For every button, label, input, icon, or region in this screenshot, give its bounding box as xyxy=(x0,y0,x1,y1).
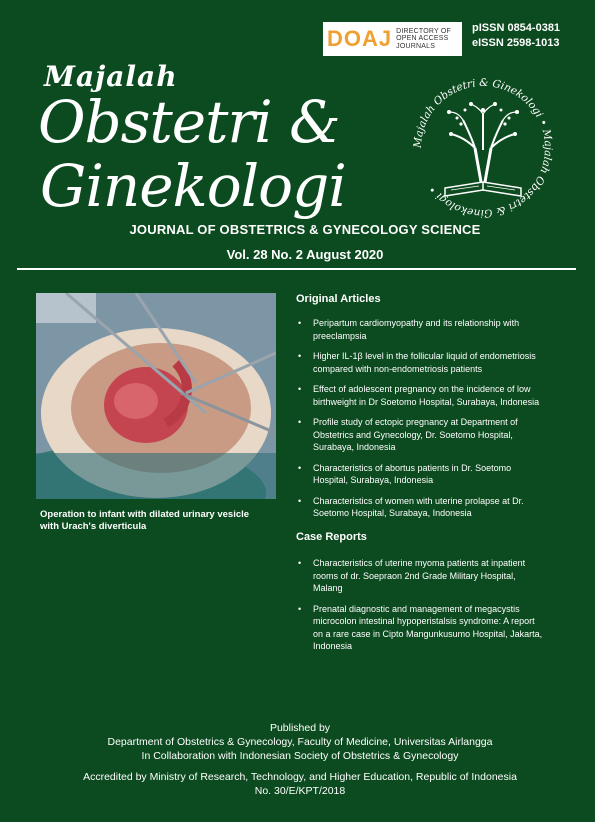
list-item: • Characteristics of uterine myoma patients at inpatient rooms of dr. Soepraon 2nd Grade Military Hospital, Malang xyxy=(296,557,572,595)
list-item: • Characteristics of abortus patients in Dr. Soetomo Hospital, Surabaya, Indonesia xyxy=(296,462,572,487)
issn-block xyxy=(472,21,560,51)
list-item: • Characteristics of women with uterine prolapse at Dr. Soetomo Hospital, Surabaya, Indonesia xyxy=(296,495,572,520)
title-obstetri: Obstetri & xyxy=(38,88,340,156)
doaj-label xyxy=(396,28,451,51)
divider-rule xyxy=(17,268,576,270)
eissn: eISSN 2598-1013 xyxy=(472,37,560,49)
footer-published-by: Published by xyxy=(269,722,331,734)
list-item: • Effect of adolescent pregnancy on the incidence of low birthweight in Dr Soetomo Hospital, Surabaya, Indonesia xyxy=(296,383,572,408)
title-majalah: Majalah xyxy=(44,60,178,93)
open-book-icon xyxy=(445,182,521,196)
pissn: pISSN 0854-0381 xyxy=(472,22,561,34)
photo-caption-line2: with Urach's diverticula xyxy=(40,521,147,532)
case-reports-heading: Case Reports xyxy=(296,531,367,543)
journal-subtitle: JOURNAL OF OBSTETRICS & GYNECOLOGY SCIENCE xyxy=(129,222,481,237)
original-articles-heading: Original Articles xyxy=(296,293,381,305)
footer-department: Department of Obstetrics & Gynecology, Faculty of Medicine, Universitas Airlangga xyxy=(107,736,493,748)
photo-caption-line1: Operation to infant with dilated urinary vesicle xyxy=(40,509,250,520)
photo-caption xyxy=(40,509,280,533)
doaj-label-line2: OPEN ACCESS xyxy=(396,35,449,43)
case-reports-list xyxy=(296,557,572,661)
original-articles-list xyxy=(296,317,572,528)
cover-photo xyxy=(36,293,276,499)
footer-accreditation xyxy=(0,770,595,798)
journal-seal-logo xyxy=(405,70,561,226)
footer-collaboration: In Collaboration with Indonesian Society of Obstetrics & Gynecology xyxy=(141,750,459,762)
list-item: • Higher IL-1β level in the follicular liquid of endometriosis compared with non-endometriosis patients xyxy=(296,350,572,375)
seal-ring-text: Majalah Obstetri & Ginekologi • Majalah Obstetri & Ginekologi • xyxy=(411,76,555,220)
list-item: • Prenatal diagnostic and management of megacystis microcolon intestinal hypoperistalsis syndrome: A report on a rare case in Cipto Mangunkusumo Hospital, Jakarta, Indonesia xyxy=(296,603,572,653)
doaj-logo: DOAJ xyxy=(327,26,393,51)
title-ginekologi: Ginekologi xyxy=(40,152,346,220)
volume-info: Vol. 28 No. 2 August 2020 xyxy=(226,247,384,262)
tree-icon xyxy=(449,104,517,182)
footer-published xyxy=(0,721,595,763)
list-item: • Profile study of ectopic pregnancy at Department of Obstetrics and Gynecology, Dr. Soetomo Hospital, Surabaya, Indonesia xyxy=(296,416,572,454)
doaj-label-line1: DIRECTORY OF xyxy=(396,27,452,35)
footer-number: No. 30/E/KPT/2018 xyxy=(254,785,346,797)
footer-accredited: Accredited by Ministry of Research, Technology, and Higher Education, Republic of Indonesia xyxy=(83,771,517,783)
list-item: • Peripartum cardiomyopathy and its relationship with preeclampsia xyxy=(296,317,572,342)
doaj-label-line3: JOURNALS xyxy=(396,42,436,50)
doaj-badge xyxy=(323,22,462,56)
